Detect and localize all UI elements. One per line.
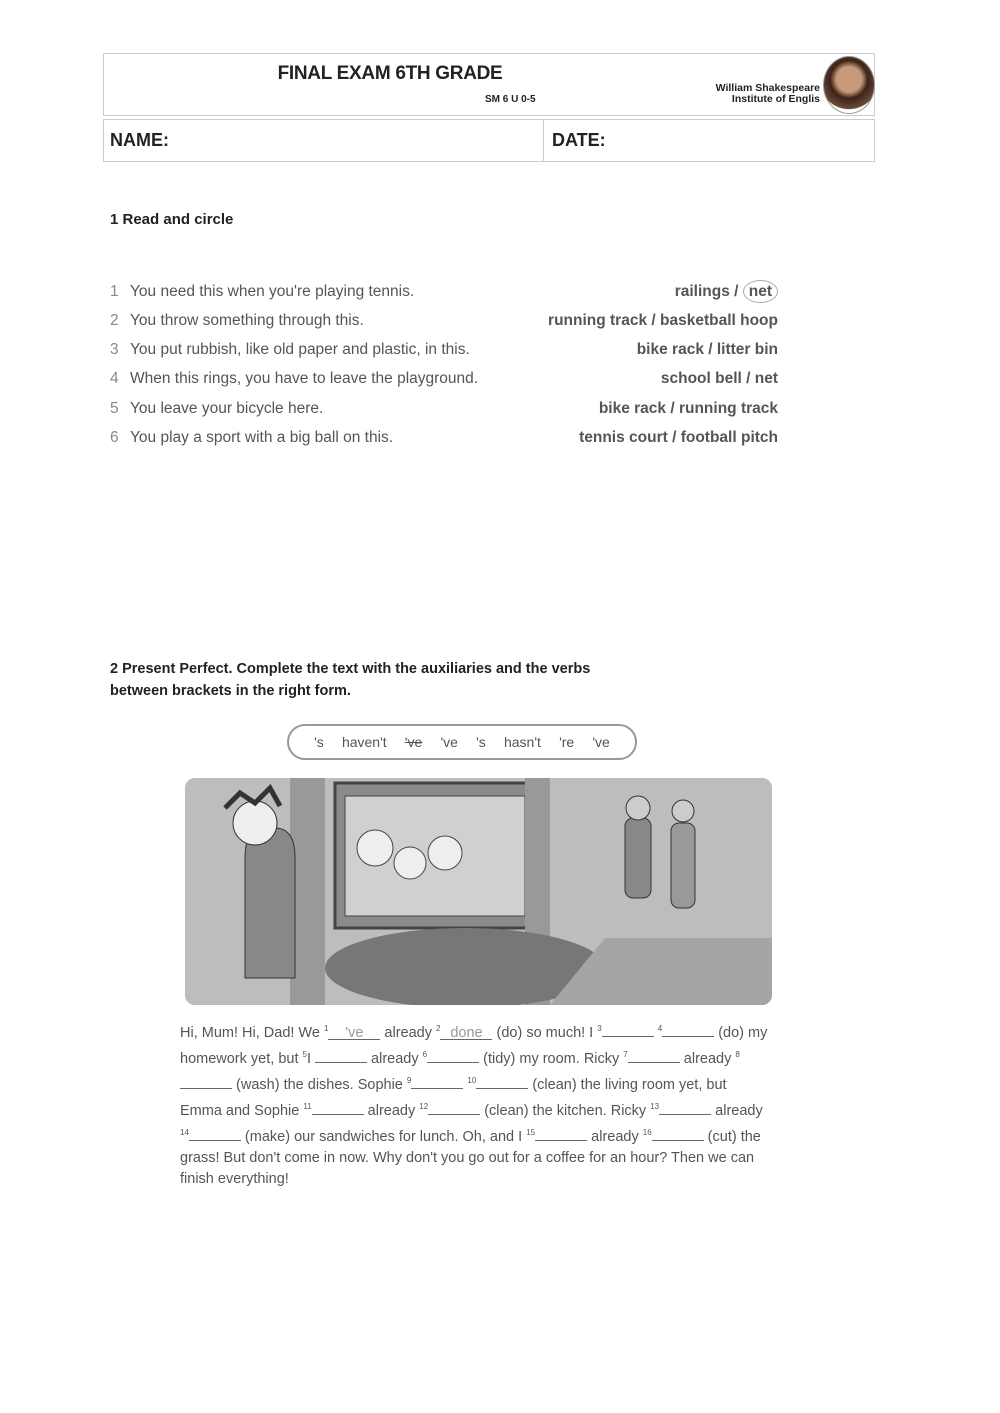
option-1[interactable]: bike rack /	[636, 341, 717, 358]
option-1[interactable]: school bell /	[660, 370, 755, 387]
text: (make) our sandwiches for lunch. Oh, and I	[240, 1128, 527, 1145]
text: already	[587, 1128, 643, 1145]
institute-line2: Institute of Englis	[731, 93, 820, 105]
text: (do) my homework yet, but	[180, 1024, 768, 1067]
text: already	[679, 1050, 736, 1067]
word: 's	[314, 734, 324, 750]
text: (do) so much! I	[492, 1024, 598, 1041]
text: (tidy) my room. Ricky	[479, 1050, 624, 1067]
text: Hi, Mum! Hi, Dad! We	[180, 1024, 324, 1041]
question-text: When this rings, you have to leave the playground.	[130, 370, 479, 387]
family-house-illustration	[185, 778, 772, 1005]
shakespeare-portrait-logo	[823, 56, 875, 114]
question-text: You throw something through this.	[130, 312, 364, 329]
gap-12[interactable]	[428, 1102, 480, 1115]
word: haven't	[341, 734, 387, 750]
text: (cut) the grass! But don't come in now. Why don't you go out for a coffee for an hour? Then we can finish everything!	[180, 1128, 761, 1188]
gap-11[interactable]	[312, 1102, 364, 1115]
question-number: 1	[110, 283, 119, 300]
question-text: You play a sport with a big ball on this.	[130, 429, 394, 446]
gap-number: 13	[650, 1102, 660, 1112]
text: (clean) the kitchen. Ricky	[480, 1102, 651, 1119]
option-2[interactable]: net	[743, 280, 778, 303]
question-item	[110, 370, 778, 394]
gap-13[interactable]	[659, 1102, 711, 1115]
gap-number: 4	[657, 1024, 663, 1033]
question-text: You put rubbish, like old paper and plastic, in this.	[130, 341, 470, 358]
option-1[interactable]: tennis court /	[579, 429, 681, 446]
gap-number: 11	[303, 1102, 312, 1112]
gap-6[interactable]	[427, 1050, 479, 1063]
institute-line1: William Shakespeare	[715, 82, 820, 94]
question-item	[110, 312, 778, 336]
text: (wash) the dishes. Sophie	[232, 1076, 407, 1093]
option-1[interactable]: bike rack /	[598, 400, 679, 417]
word: 've	[440, 734, 458, 750]
word: 's	[476, 734, 486, 750]
gap-number: 1	[323, 1024, 329, 1033]
text: already	[367, 1050, 423, 1067]
word-used: 've	[404, 734, 423, 750]
name-label: NAME:	[110, 130, 169, 150]
gap-number: 5	[302, 1050, 307, 1060]
gap-8[interactable]	[180, 1076, 232, 1089]
institute-name	[640, 83, 820, 105]
cloze-text	[180, 1018, 770, 1191]
option-2[interactable]: basketball hoop	[660, 312, 778, 329]
option-2[interactable]: net	[754, 370, 778, 387]
option-1[interactable]: running track /	[548, 312, 660, 329]
gap-1[interactable]: 've	[328, 1027, 380, 1040]
section1-title: 1 Read and circle	[110, 211, 234, 228]
word-bank	[287, 724, 637, 760]
text: already	[711, 1102, 763, 1119]
question-text: You leave your bicycle here.	[130, 400, 324, 417]
gap-9[interactable]	[411, 1076, 463, 1089]
question-number: 5	[110, 400, 119, 417]
gap-number: 8	[735, 1050, 740, 1060]
gap-number: 15	[526, 1128, 536, 1138]
gap-10[interactable]	[476, 1076, 528, 1089]
gap-number: 9	[406, 1076, 412, 1086]
gap-3[interactable]	[602, 1024, 654, 1037]
option-1[interactable]: railings /	[674, 283, 743, 300]
question-item	[110, 400, 778, 424]
gap-7[interactable]	[628, 1050, 680, 1063]
gap-14[interactable]	[189, 1128, 241, 1141]
question-number: 2	[110, 312, 119, 329]
gap-number: 14	[180, 1128, 189, 1138]
gap-number: 6	[422, 1050, 428, 1060]
question-number: 6	[110, 429, 119, 446]
question-number: 3	[110, 341, 119, 358]
word: 're	[559, 734, 575, 750]
question-item	[110, 341, 778, 365]
section2-title-line2: between brackets in the right form.	[110, 683, 351, 699]
date-label: DATE:	[552, 130, 606, 150]
word: 've	[592, 734, 610, 750]
gap-5[interactable]	[315, 1050, 367, 1063]
section2-title-line1: 2 Present Perfect. Complete the text with the auxiliaries and the verbs	[110, 661, 591, 677]
text: I	[306, 1050, 316, 1067]
question-text: You need this when you're playing tennis.	[130, 283, 415, 300]
option-2[interactable]: litter bin	[716, 341, 778, 358]
gap-4[interactable]	[662, 1024, 714, 1037]
gap-number: 16	[642, 1128, 652, 1138]
question-number: 4	[110, 370, 119, 387]
gap-number: 12	[419, 1102, 429, 1112]
gap-2[interactable]: done	[440, 1027, 492, 1040]
gap-number: 2	[436, 1024, 441, 1033]
name-date-row	[103, 119, 875, 162]
option-2[interactable]: football pitch	[680, 429, 778, 446]
gap-number: 3	[597, 1024, 602, 1033]
gap-number: 10	[467, 1076, 477, 1086]
gap-16[interactable]	[652, 1128, 704, 1141]
text: (clean) the living room yet, but Emma and Sophie	[180, 1076, 727, 1119]
exam-title: FINAL EXAM 6TH GRADE	[277, 63, 503, 84]
gap-number: 7	[623, 1050, 628, 1060]
divider	[543, 119, 544, 162]
text: already	[363, 1102, 420, 1119]
option-2[interactable]: running track	[678, 400, 778, 417]
text: already	[380, 1024, 437, 1041]
exam-code: SM 6 U 0-5	[485, 94, 536, 105]
question-item	[110, 429, 778, 453]
question-item	[110, 283, 778, 307]
word: hasn't	[503, 734, 541, 750]
gap-15[interactable]	[535, 1128, 587, 1141]
illustration	[185, 778, 772, 1005]
